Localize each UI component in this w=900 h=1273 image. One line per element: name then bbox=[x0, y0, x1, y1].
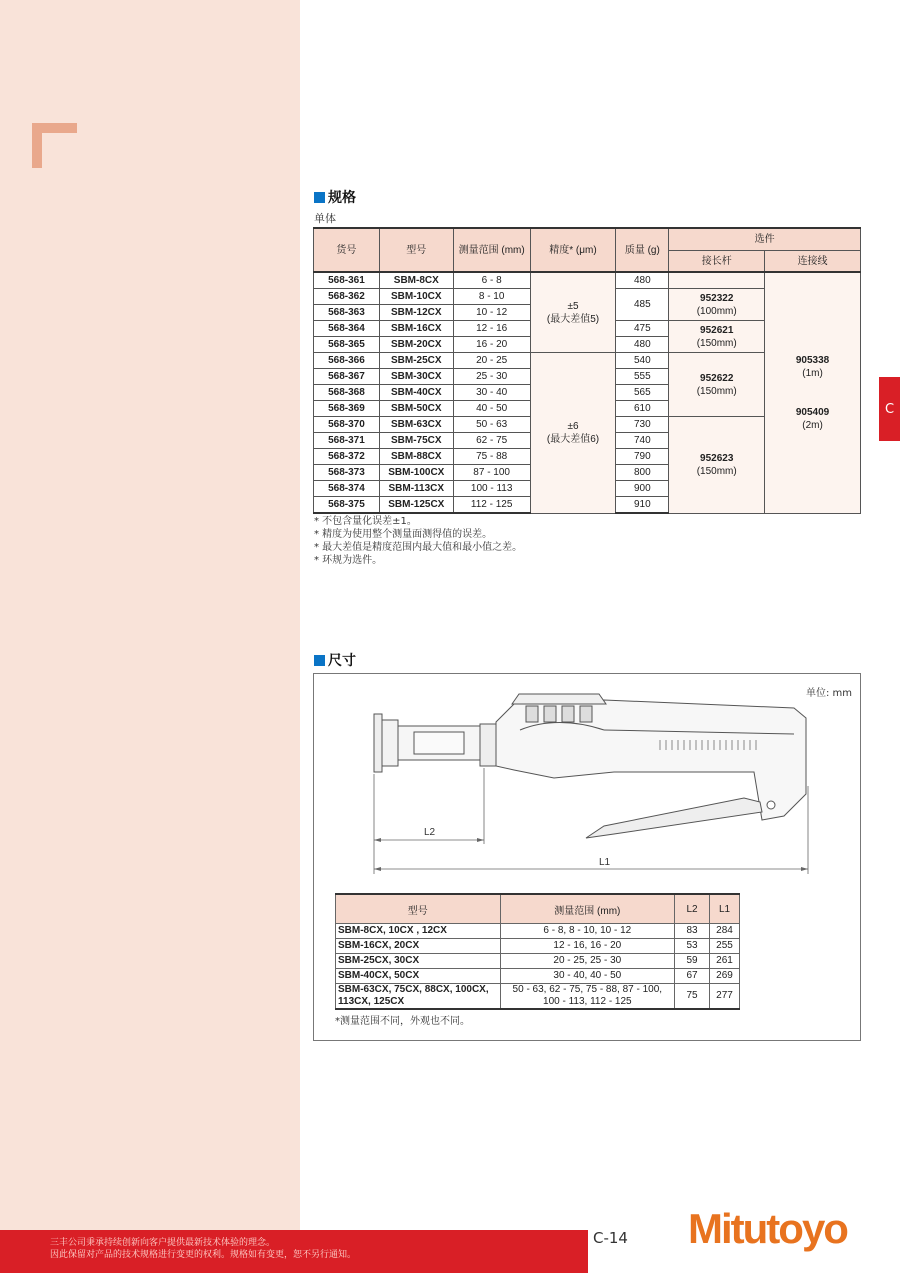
dim-cell-l2: 59 bbox=[675, 954, 710, 969]
header-part-no: 货号 bbox=[314, 228, 380, 272]
cell-part-no: 568-361 bbox=[314, 272, 380, 289]
dim-cell-range bbox=[500, 984, 675, 1010]
cell-mass: 910 bbox=[616, 497, 669, 514]
cell-model: SBM-88CX bbox=[379, 449, 453, 465]
table-row bbox=[314, 272, 861, 289]
l1-label: L1 bbox=[599, 857, 611, 868]
cell-part-no: 568-369 bbox=[314, 401, 380, 417]
table-row bbox=[336, 939, 740, 954]
cable-code: 905409 bbox=[795, 406, 830, 418]
unit-label: 单位: mm bbox=[805, 688, 852, 699]
cable-length: (1m) bbox=[802, 367, 823, 379]
header-accuracy: 精度* (μm) bbox=[530, 228, 616, 272]
extension-length: (150mm) bbox=[696, 385, 737, 397]
cell-mass: 730 bbox=[616, 417, 669, 433]
dim-range-line: 50 - 63, 62 - 75, 75 - 88, 87 - 100, bbox=[512, 984, 663, 995]
l2-label: L2 bbox=[424, 827, 436, 838]
cell-part-no: 568-364 bbox=[314, 321, 380, 337]
note-line: * 精度为使用整个测量面测得值的误差。 bbox=[314, 529, 493, 540]
dim-cell-l2: 67 bbox=[675, 969, 710, 984]
table-row bbox=[336, 924, 740, 939]
square-bullet-icon bbox=[314, 655, 325, 666]
dim-cell-model bbox=[336, 984, 501, 1010]
extension-code: 952622 bbox=[700, 372, 734, 384]
cell-accuracy-group-2 bbox=[530, 353, 616, 514]
dim-model-line: SBM-63CX, 75CX, 88CX, 100CX, bbox=[338, 984, 489, 995]
cell-part-no: 568-368 bbox=[314, 385, 380, 401]
chapter-tab[interactable] bbox=[879, 377, 900, 441]
cell-mass: 480 bbox=[616, 337, 669, 353]
cell-part-no: 568-371 bbox=[314, 433, 380, 449]
cell-range: 6 - 8 bbox=[453, 272, 530, 289]
cell-range: 20 - 25 bbox=[453, 353, 530, 369]
cell-range: 25 - 30 bbox=[453, 369, 530, 385]
cell-model: SBM-20CX bbox=[379, 337, 453, 353]
header-cable: 连接线 bbox=[765, 251, 861, 273]
cell-mass: 485 bbox=[616, 289, 669, 321]
dim-cell-l1: 284 bbox=[710, 924, 740, 939]
cell-mass: 900 bbox=[616, 481, 669, 497]
cell-mass: 555 bbox=[616, 369, 669, 385]
cell-extension-spacer bbox=[669, 272, 765, 289]
dim-cell-model: SBM-25CX, 30CX bbox=[336, 954, 501, 969]
cell-extension-group bbox=[669, 353, 765, 417]
note-line: * 环规为选件。 bbox=[314, 555, 383, 566]
chapter-tab-label: C bbox=[884, 401, 895, 417]
note-line: * 不包含量化误差±1。 bbox=[314, 516, 417, 527]
bore-gauge-drawing bbox=[314, 674, 860, 884]
dim-cell-l2: 53 bbox=[675, 939, 710, 954]
cell-range: 30 - 40 bbox=[453, 385, 530, 401]
cell-mass: 740 bbox=[616, 433, 669, 449]
table-row bbox=[336, 969, 740, 984]
dim-cell-range: 6 - 8, 8 - 10, 10 - 12 bbox=[500, 924, 675, 939]
cell-mass: 540 bbox=[616, 353, 669, 369]
cell-range: 112 - 125 bbox=[453, 497, 530, 514]
cell-model: SBM-10CX bbox=[379, 289, 453, 305]
cell-mass: 475 bbox=[616, 321, 669, 337]
extension-length: (150mm) bbox=[696, 465, 737, 477]
cell-part-no: 568-363 bbox=[314, 305, 380, 321]
mitutoyo-logo: Mitutoyo bbox=[688, 1205, 847, 1252]
cell-range: 8 - 10 bbox=[453, 289, 530, 305]
table-row bbox=[336, 984, 740, 1010]
cell-model: SBM-75CX bbox=[379, 433, 453, 449]
extension-code: 952621 bbox=[700, 324, 734, 336]
cell-range: 12 - 16 bbox=[453, 321, 530, 337]
accuracy-note: (最大差值5) bbox=[546, 313, 600, 325]
gauge-lever bbox=[586, 798, 762, 838]
footer-line: 三丰公司秉承持续创新向客户提供最新技术体验的理念。 bbox=[50, 1238, 276, 1248]
dim-header-model: 型号 bbox=[336, 894, 501, 924]
cell-extension-group bbox=[669, 417, 765, 514]
dim-cell-range: 20 - 25, 25 - 30 bbox=[500, 954, 675, 969]
dim-cell-range: 12 - 16, 16 - 20 bbox=[500, 939, 675, 954]
extension-code: 952322 bbox=[700, 292, 734, 304]
header-mass: 质量 (g) bbox=[616, 228, 669, 272]
dim-cell-l1: 277 bbox=[710, 984, 740, 1010]
cable-length: (2m) bbox=[802, 419, 823, 431]
left-decorative-band bbox=[0, 0, 300, 1273]
dim-cell-model: SBM-16CX, 20CX bbox=[336, 939, 501, 954]
cell-cable-group bbox=[765, 272, 861, 513]
gauge-head-plate bbox=[374, 714, 382, 772]
cell-mass: 480 bbox=[616, 272, 669, 289]
cell-range: 10 - 12 bbox=[453, 305, 530, 321]
dimension-panel bbox=[313, 673, 861, 1041]
dim-title-text: 尺寸 bbox=[328, 653, 356, 669]
cell-model: SBM-16CX bbox=[379, 321, 453, 337]
dimension-table bbox=[335, 893, 740, 1010]
page-number: C-14 bbox=[593, 1229, 628, 1247]
header-extension: 接长杆 bbox=[669, 251, 765, 273]
footer-line: 因此保留对产品的技术规格进行变更的权利。规格如有变更，恕不另行通知。 bbox=[50, 1250, 357, 1260]
header-options: 选件 bbox=[669, 228, 861, 251]
cell-range: 50 - 63 bbox=[453, 417, 530, 433]
dim-cell-model: SBM-40CX, 50CX bbox=[336, 969, 501, 984]
cable-code: 905338 bbox=[795, 354, 830, 366]
cell-model: SBM-25CX bbox=[379, 353, 453, 369]
cell-part-no: 568-372 bbox=[314, 449, 380, 465]
cell-part-no: 568-362 bbox=[314, 289, 380, 305]
cell-model: SBM-63CX bbox=[379, 417, 453, 433]
footer-disclaimer bbox=[50, 1237, 356, 1261]
spec-notes bbox=[314, 515, 522, 567]
table-row bbox=[336, 954, 740, 969]
dim-cell-l1: 255 bbox=[710, 939, 740, 954]
cell-accuracy-group-1 bbox=[530, 272, 616, 353]
cell-extension-group bbox=[669, 321, 765, 353]
cell-range: 62 - 75 bbox=[453, 433, 530, 449]
spec-table bbox=[313, 227, 861, 514]
cell-range: 100 - 113 bbox=[453, 481, 530, 497]
cell-model: SBM-40CX bbox=[379, 385, 453, 401]
dim-cell-l2: 75 bbox=[675, 984, 710, 1010]
cell-model: SBM-100CX bbox=[379, 465, 453, 481]
accuracy-value: ±6 bbox=[567, 420, 579, 432]
gauge-display-top bbox=[512, 694, 606, 704]
dim-header-range: 测量范围 (mm) bbox=[500, 894, 675, 924]
dim-note: *测量范围不同，外观也不同。 bbox=[335, 1016, 470, 1027]
cell-extension-group bbox=[669, 289, 765, 321]
dim-cell-l1: 269 bbox=[710, 969, 740, 984]
dim-cell-l2: 83 bbox=[675, 924, 710, 939]
extension-length: (150mm) bbox=[696, 337, 737, 349]
cell-part-no: 568-367 bbox=[314, 369, 380, 385]
cell-part-no: 568-374 bbox=[314, 481, 380, 497]
dim-model-line: 113CX, 125CX bbox=[338, 996, 405, 1007]
cell-mass: 790 bbox=[616, 449, 669, 465]
dim-header-l1: L1 bbox=[710, 894, 740, 924]
accuracy-note: (最大差值6) bbox=[546, 433, 600, 445]
dim-cell-l1: 261 bbox=[710, 954, 740, 969]
cell-range: 87 - 100 bbox=[453, 465, 530, 481]
cell-range: 16 - 20 bbox=[453, 337, 530, 353]
cell-range: 40 - 50 bbox=[453, 401, 530, 417]
cell-model: SBM-12CX bbox=[379, 305, 453, 321]
note-line: * 最大差值是精度范围内最大值和最小值之差。 bbox=[314, 542, 523, 553]
dim-header-l2: L2 bbox=[675, 894, 710, 924]
header-range: 测量范围 (mm) bbox=[453, 228, 530, 272]
dim-range-line: 100 - 113, 112 - 125 bbox=[543, 996, 632, 1007]
cell-part-no: 568-370 bbox=[314, 417, 380, 433]
extension-code: 952623 bbox=[700, 452, 734, 464]
dim-cell-range: 30 - 40, 40 - 50 bbox=[500, 969, 675, 984]
cell-mass: 610 bbox=[616, 401, 669, 417]
dim-section-title bbox=[314, 650, 356, 670]
cell-part-no: 568-365 bbox=[314, 337, 380, 353]
gauge-collar bbox=[480, 724, 496, 766]
cell-part-no: 568-366 bbox=[314, 353, 380, 369]
extension-length: (100mm) bbox=[696, 305, 737, 317]
header-model: 型号 bbox=[379, 228, 453, 272]
gauge-head-anvil bbox=[382, 720, 398, 766]
cell-model: SBM-113CX bbox=[379, 481, 453, 497]
cell-model: SBM-30CX bbox=[379, 369, 453, 385]
corner-mark bbox=[32, 123, 77, 168]
cell-model: SBM-50CX bbox=[379, 401, 453, 417]
cell-model: SBM-125CX bbox=[379, 497, 453, 514]
spec-title-text: 规格 bbox=[328, 190, 356, 206]
accuracy-value: ±5 bbox=[567, 300, 579, 312]
cell-model: SBM-8CX bbox=[379, 272, 453, 289]
spec-section-title bbox=[314, 187, 356, 207]
dim-cell-model: SBM-8CX, 10CX , 12CX bbox=[336, 924, 501, 939]
cell-part-no: 568-373 bbox=[314, 465, 380, 481]
cell-part-no: 568-375 bbox=[314, 497, 380, 514]
cell-mass: 565 bbox=[616, 385, 669, 401]
cell-range: 75 - 88 bbox=[453, 449, 530, 465]
cell-mass: 800 bbox=[616, 465, 669, 481]
square-bullet-icon bbox=[314, 192, 325, 203]
spec-subtitle: 单体 bbox=[314, 212, 336, 225]
